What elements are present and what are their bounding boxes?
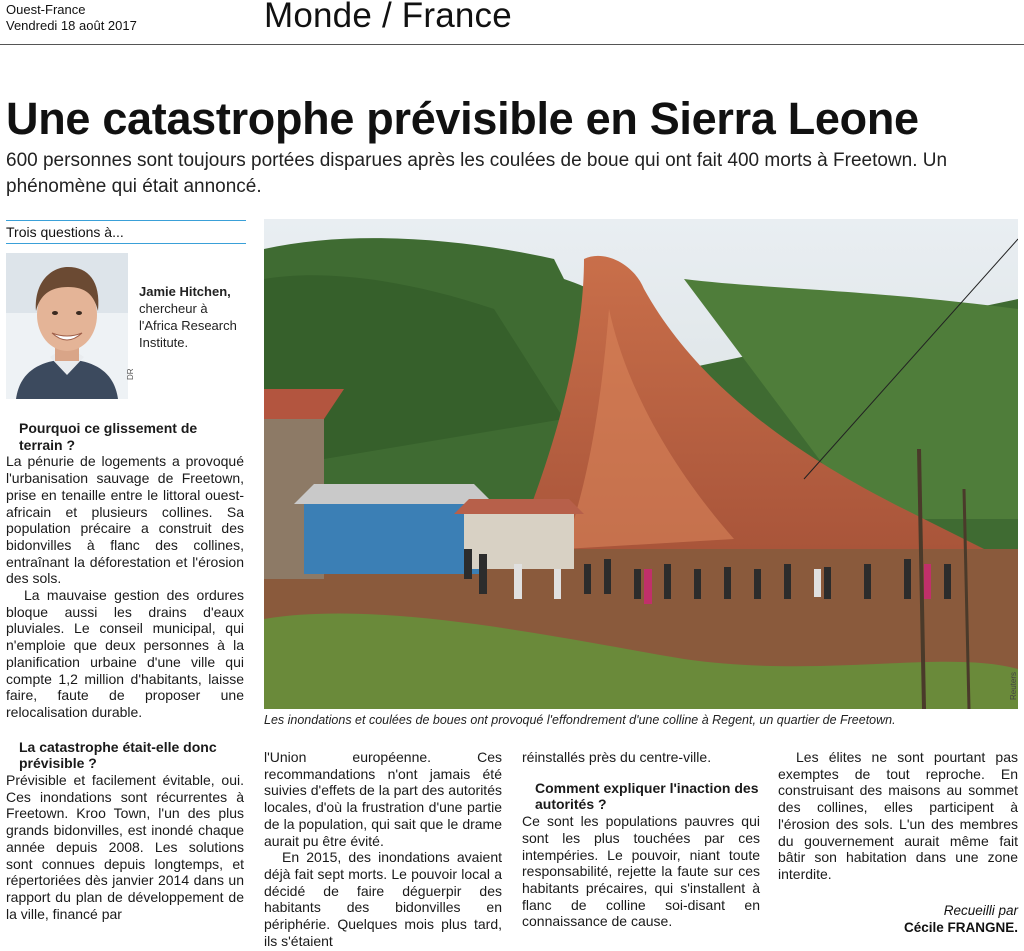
article-lede: 600 personnes sont toujours portées disparues après les coulées de boue qui ont fait 400 morts à Freetown. Un phénomène qui était annoncé.	[6, 150, 948, 197]
answer-3-paragraph-1: Ce sont les populations pauvres qui sont les plus touchées par ces intempéries. Le pouvoir, niant toute responsabilité, rejette la faute sur ces habitants précaires, qui s'installent à flanc de colline soi-disant en connaissance de cause.	[522, 813, 760, 930]
answer-2-paragraph-1: Prévisible et facilement évitable, oui. Ces inondations sont récurrentes à Freetown. Kroo Town, l'un des plus grands bidonvilles, est inondé chaque année depuis 2008. Les solutions sont connues depuis longtemps, et répertoriées dès janvier 2014 dans un rapport du plan de développement de la ville, financé par	[6, 772, 244, 922]
answer-2-paragraph-2-continued: réinstallés près du centre-ville.	[522, 749, 712, 765]
question-1: Pourquoi ce glissement de terrain ?	[19, 420, 198, 453]
interview-heading: Trois questions à...	[6, 220, 246, 244]
landslide-photo	[264, 219, 1018, 709]
interviewee-role: chercheur à l'Africa Research Institute.	[139, 301, 237, 350]
text-column-2	[264, 749, 502, 949]
answer-1-paragraph-2: La mauvaise gestion des ordures bloque aussi les drains d'eaux pluviales. Le conseil municipal, qui n'emploie que deux personnes à la planification urbaine d'une ville qui compte 1,2 million d'habitants, laisse faire, faute de proposer une relocalisation durable.	[6, 587, 244, 720]
question-3: Comment expliquer l'inaction des autorités ?	[535, 779, 759, 813]
publication-date: Vendredi 18 août 2017	[6, 18, 137, 33]
interviewee-name: Jamie Hitchen,	[139, 284, 231, 299]
section-title: Monde / France	[264, 0, 512, 35]
answer-3-paragraph-2: Les élites ne sont pourtant pas exemptes de tout reproche. En construisant des maisons au sommet des collines, elles participent à l'érosion des sols. L'un des membres du gouvernement aurait même fait bâtir son habitation dans une zone interdite.	[778, 749, 1018, 882]
question-2: La catastrophe était-elle donc prévisible ?	[19, 738, 217, 772]
text-column-4	[778, 749, 1018, 883]
interviewee-info	[139, 283, 249, 351]
masthead-info	[6, 2, 137, 34]
portrait-credit: DR	[126, 368, 135, 380]
collected-by-label: Recueilli par	[943, 903, 1018, 918]
photo-credit: Reuters	[1009, 671, 1018, 700]
byline	[904, 902, 1018, 936]
interviewee-portrait	[6, 253, 128, 399]
photo-caption: Les inondations et coulées de boues ont provoqué l'effondrement d'une colline à Regent, un quartier de Freetown.	[264, 713, 896, 727]
text-column-3	[522, 749, 760, 930]
text-column-1	[6, 420, 244, 922]
publication-name: Ouest-France	[6, 2, 86, 17]
article-headline: Une catastrophe prévisible en Sierra Leone	[6, 93, 919, 144]
answer-1-paragraph-1: La pénurie de logements a provoqué l'urbanisation sauvage de Freetown, prise en tenaille entre le littoral ouest-africain et plusieurs collines. Sa population précaire a construit des bidonvilles à flanc des collines, entraînant la déforestation et l'érosion des sols.	[6, 453, 244, 587]
header-divider	[0, 44, 1024, 45]
answer-2-paragraph-1-continued: l'Union européenne. Ces recommandations n'ont jamais été suivies d'effets de la part des autorités locales, d'où la frustration d'une partie de la population, qui sait que le drame aurait pu être évité.	[264, 749, 502, 849]
answer-2-paragraph-2: En 2015, des inondations avaient déjà fait sept morts. Le pouvoir local a décidé de faire déguerpir des habitants des bidonvilles en périphérie. Quelques mois plus tard, ils s'étaient	[264, 849, 502, 949]
author-name: Cécile FRANGNE.	[903, 920, 1018, 935]
